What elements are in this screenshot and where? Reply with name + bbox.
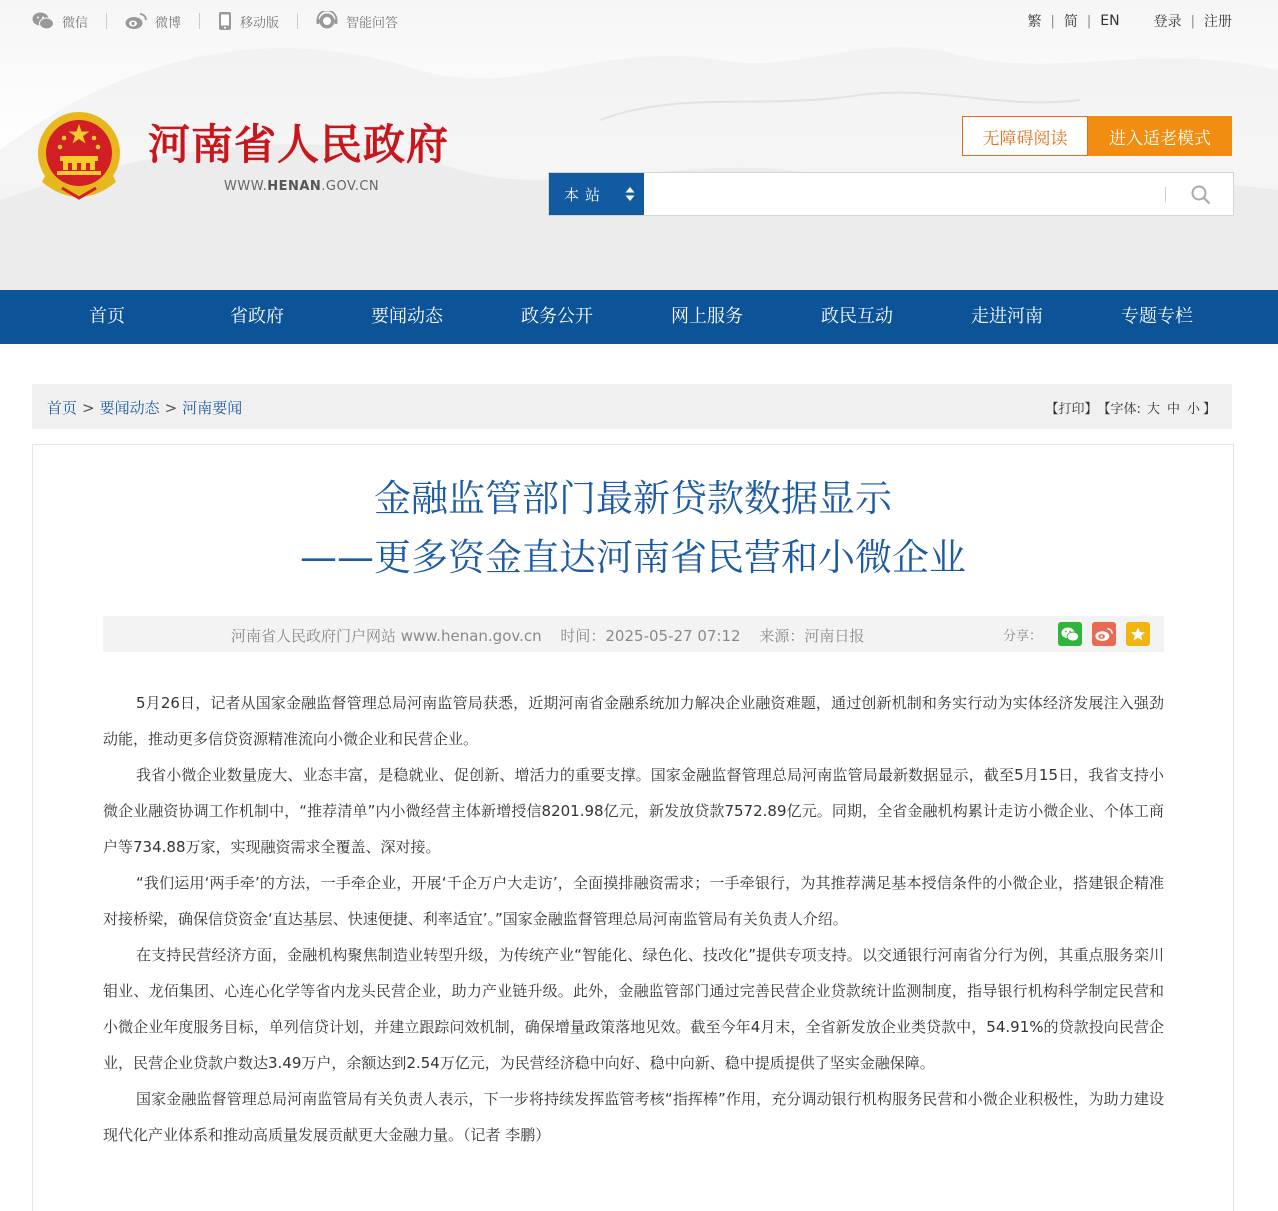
search-icon[interactable] xyxy=(1189,183,1213,207)
lang-english[interactable]: EN xyxy=(1100,13,1120,29)
print-button[interactable]: 【打印】 xyxy=(1045,402,1098,417)
article-meta-text xyxy=(231,625,864,646)
breadcrumb-separator: > xyxy=(164,398,178,417)
share-weibo-button[interactable] xyxy=(1092,622,1116,646)
lang-traditional[interactable]: 繁 xyxy=(1027,14,1042,30)
top-link-label: 移动版 xyxy=(240,15,280,31)
search-scope-select[interactable] xyxy=(549,173,644,215)
pipe-separator: | xyxy=(1050,13,1055,29)
top-link-mobile[interactable] xyxy=(218,11,279,31)
top-link-assistant[interactable] xyxy=(316,11,398,31)
font-large-button[interactable]: 大 xyxy=(1146,402,1160,417)
top-link-label: 微信 xyxy=(62,15,89,31)
breadcrumb-home[interactable]: 首页 xyxy=(47,399,78,417)
nav-item-interaction[interactable]: 政民互动 xyxy=(821,306,893,327)
accessible-reading-button[interactable]: 无障碍阅读 xyxy=(962,116,1088,156)
article-paragraph: “我们运用‘两手牵’的方法，一手牵企业，开展‘千企万户大走访’，全面摸排融资需求；一手牵银行，为其推荐满足基本授信条件的小微企业，搭建银企精准对接桥梁，确保信贷资金‘直达基层、快速便捷、利率适宜’。”国家金融监督管理总局河南监管局有关负责人介绍。 xyxy=(103,874,1164,928)
search-scope-label: 本站 xyxy=(564,185,607,204)
search-divider xyxy=(1165,187,1166,202)
pipe-separator: | xyxy=(1190,13,1195,29)
updown-arrow-icon xyxy=(625,185,635,203)
top-divider xyxy=(106,13,107,29)
nav-item-province-gov[interactable]: 省政府 xyxy=(230,306,284,327)
wechat-icon xyxy=(32,12,54,30)
national-emblem-icon xyxy=(32,108,126,202)
article-title-line1: 金融监管部门最新贷款数据显示 xyxy=(374,477,892,520)
breadcrumb-news[interactable]: 要闻动态 xyxy=(99,399,160,417)
article-panel xyxy=(32,444,1234,1211)
font-medium-button[interactable]: 中 xyxy=(1166,402,1180,417)
font-size-suffix: 】 xyxy=(1202,402,1216,417)
site-title[interactable]: 河南省人民政府 xyxy=(148,120,450,169)
nav-item-news[interactable]: 要闻动态 xyxy=(371,306,443,327)
font-size-prefix: 【字体: xyxy=(1097,402,1141,417)
article-paragraph: 我省小微企业数量庞大、业态丰富，是稳就业、促创新、增活力的重要支撑。国家金融监督管理总局河南监管局最新数据显示，截至5月15日，我省支持小微企业融资协调工作机制中，“推荐清单”内小微经营主体新增授信8201.98亿元，新发放贷款7572.89亿元。同期，全省金融机构累计走访小微企业、个体工商户等734.88万家，实现融资需求全覆盖、深对接。 xyxy=(103,766,1164,856)
share-bar xyxy=(1003,622,1160,646)
mobile-icon xyxy=(218,11,232,31)
nav-item-home[interactable]: 首页 xyxy=(89,306,125,327)
search-input[interactable] xyxy=(645,173,1165,215)
top-divider xyxy=(297,13,298,29)
site-url-bold: HENAN xyxy=(267,179,322,194)
search-box xyxy=(548,172,1234,216)
meta-site: 河南省人民政府门户网站 www.henan.gov.cn xyxy=(231,627,542,645)
assistant-icon xyxy=(316,11,338,31)
meta-time: 时间：2025-05-27 07:12 xyxy=(560,627,741,645)
star-icon xyxy=(1130,626,1146,642)
lang-simplified[interactable]: 简 xyxy=(1063,14,1078,30)
site-url-prefix: WWW. xyxy=(224,179,268,194)
article-title-line2: ——更多资金直达河南省民营和小微企业 xyxy=(300,536,966,579)
share-wechat-button[interactable] xyxy=(1058,622,1082,646)
article-body xyxy=(103,685,1164,1153)
wechat-icon xyxy=(1061,627,1079,642)
top-divider xyxy=(199,13,200,29)
article-paragraph: 5月26日，记者从国家金融监督管理总局河南监管局获悉，近期河南省金融系统加力解决企业融资难题，通过创新机制和务实行动为实体经济发展注入强劲动能，推动更多信贷资源精准流向小微企业和民营企业。 xyxy=(103,694,1164,748)
top-right-links xyxy=(1028,11,1233,31)
article-paragraph: 国家金融监督管理总局河南监管局有关负责人表示，下一步将持续发挥监管考核“指挥棒”作用，充分调动银行机构服务民营和小微企业积极性，为助力建设现代化产业体系和推动高质量发展贡献更大金融力量。（记者 李鹏） xyxy=(103,1090,1164,1144)
nav-item-special[interactable]: 专题专栏 xyxy=(1121,306,1193,327)
main-nav xyxy=(0,290,1278,344)
page-tools xyxy=(1046,398,1216,417)
elder-mode-button[interactable]: 进入适老模式 xyxy=(1088,116,1232,156)
top-link-label: 微博 xyxy=(155,15,182,31)
article-paragraph: 在支持民营经济方面，金融机构聚焦制造业转型升级，为传统产业“智能化、绿色化、技改化”提供专项支持。以交通银行河南省分行为例，其重点服务栾川钼业、龙佰集团、心连心化学等省内龙头民营企业，助力产业链升级。此外，金融监管部门通过完善民营企业贷款统计监测制度，指导银行机构科学制定民营和小微企业年度服务目标，单列信贷计划，并建立跟踪问效机制，确保增量政策落地见效。截至今年4月末，全省新发放企业类贷款中，54.91%的贷款投向民营企业，民营企业贷款户数达3.49万户，余额达到2.54万亿元，为民营经济稳中向好、稳中向新、稳中提质提供了坚实金融保障。 xyxy=(103,946,1164,1072)
nav-item-online-service[interactable]: 网上服务 xyxy=(671,306,743,327)
share-label: 分享： xyxy=(1003,628,1043,644)
register-link[interactable]: 注册 xyxy=(1204,14,1232,30)
top-bar xyxy=(0,0,1278,42)
meta-source: 来源：河南日报 xyxy=(759,627,865,645)
weibo-icon xyxy=(1095,627,1113,642)
site-url xyxy=(224,179,379,194)
top-link-weibo[interactable] xyxy=(125,12,181,31)
top-links xyxy=(32,11,398,31)
nav-item-about-henan[interactable]: 走进河南 xyxy=(971,306,1043,327)
login-link[interactable]: 登录 xyxy=(1153,14,1182,30)
top-link-label: 智能问答 xyxy=(346,15,399,31)
breadcrumb xyxy=(47,397,242,418)
nav-item-open-gov[interactable]: 政务公开 xyxy=(521,306,593,327)
article-meta xyxy=(103,616,1164,652)
top-link-wechat[interactable] xyxy=(32,12,88,31)
breadcrumb-bar xyxy=(32,384,1232,429)
breadcrumb-separator: > xyxy=(82,398,95,417)
site-url-suffix: .GOV.CN xyxy=(321,179,380,194)
pipe-separator: | xyxy=(1086,13,1092,29)
weibo-icon xyxy=(125,12,147,30)
share-favorite-button[interactable] xyxy=(1126,622,1150,646)
font-small-button[interactable]: 小 xyxy=(1186,402,1200,417)
breadcrumb-henan-news[interactable]: 河南要闻 xyxy=(182,399,243,417)
